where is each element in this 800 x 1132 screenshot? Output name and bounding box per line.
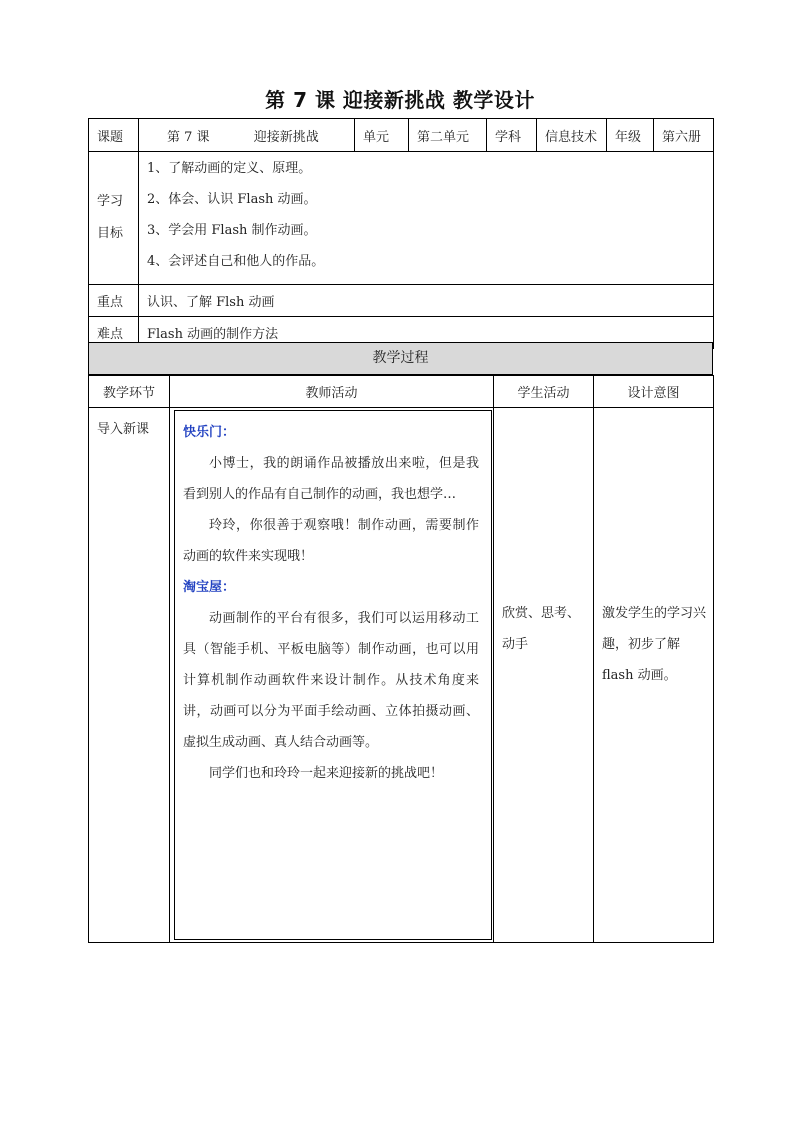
teacher-paragraph: 同学们也和玲玲一起来迎接新的挑战吧！ — [209, 766, 444, 781]
design-intent-cell — [594, 408, 714, 943]
subject-value: 信息技术 — [537, 119, 607, 152]
student-activity-text: 欣赏、思考、动手 — [502, 606, 581, 652]
col-header-intent: 设计意图 — [594, 376, 714, 408]
teacher-paragraph: 小博士，我的朗诵作品被播放出来啦，但是我看到别人的作品有自己制作的动画，我也想学… — [183, 456, 479, 502]
difficulty-label: 难点 — [89, 317, 139, 349]
unit-label: 单元 — [355, 119, 409, 152]
difficulty-value: Flash 动画的制作方法 — [139, 317, 714, 349]
teacher-paragraph: 玲玲，你很善于观察哦！制作动画，需要制作动画的软件来实现哦！ — [183, 518, 479, 564]
lesson-number: 第 7 课 — [167, 129, 210, 145]
section-title-treasure-house: 淘宝屋： — [183, 580, 236, 595]
section-title-happy-door: 快乐门： — [183, 425, 236, 440]
goal-item: 1、了解动画的定义、原理。 — [147, 161, 312, 176]
teacher-paragraph: 动画制作的平台有很多，我们可以运用移动工具（智能手机、平板电脑等）制作动画，也可以用计算机制作动画软件来设计制作。从技术角度来讲，动画可以分为平面手绘动画、立体拍摄动画、虚拟生成动画、真人结合动画等。 — [183, 611, 479, 750]
unit-value: 第二单元 — [409, 119, 487, 152]
goal-item: 3、学会用 Flash 制作动画。 — [147, 223, 317, 238]
process-header: 教学过程 — [88, 342, 713, 375]
stage-cell: 导入新课 — [89, 408, 170, 943]
goals-label — [89, 152, 139, 285]
grade-value: 第六册 — [654, 119, 714, 152]
lesson-name: 迎接新挑战 — [253, 129, 319, 145]
key-point-label: 重点 — [89, 285, 139, 317]
goal-item: 4、会评述自己和他人的作品。 — [147, 254, 325, 269]
student-activity-cell — [494, 408, 594, 943]
page-title: 第 7 课 迎接新挑战 教学设计 — [265, 88, 535, 112]
goal-item: 2、体会、认识 Flash 动画。 — [147, 192, 317, 207]
col-header-stage: 教学环节 — [89, 376, 170, 408]
goals-list — [139, 152, 714, 285]
design-intent-text: 激发学生的学习兴趣，初步了解 flash 动画。 — [602, 606, 707, 683]
goals-label-line-1: 学习 — [97, 194, 124, 209]
lesson-title-cell — [139, 119, 355, 152]
lesson-info-table — [88, 118, 714, 349]
lesson-label: 课题 — [89, 119, 139, 152]
col-header-student: 学生活动 — [494, 376, 594, 408]
grade-label: 年级 — [607, 119, 654, 152]
key-point-value: 认识、了解 Flsh 动画 — [139, 285, 714, 317]
teacher-activity-box — [174, 410, 492, 940]
goals-label-line-2: 目标 — [97, 226, 124, 241]
process-table — [88, 375, 714, 943]
teacher-activity-cell — [170, 408, 494, 943]
subject-label: 学科 — [487, 119, 537, 152]
col-header-teacher: 教师活动 — [170, 376, 494, 408]
